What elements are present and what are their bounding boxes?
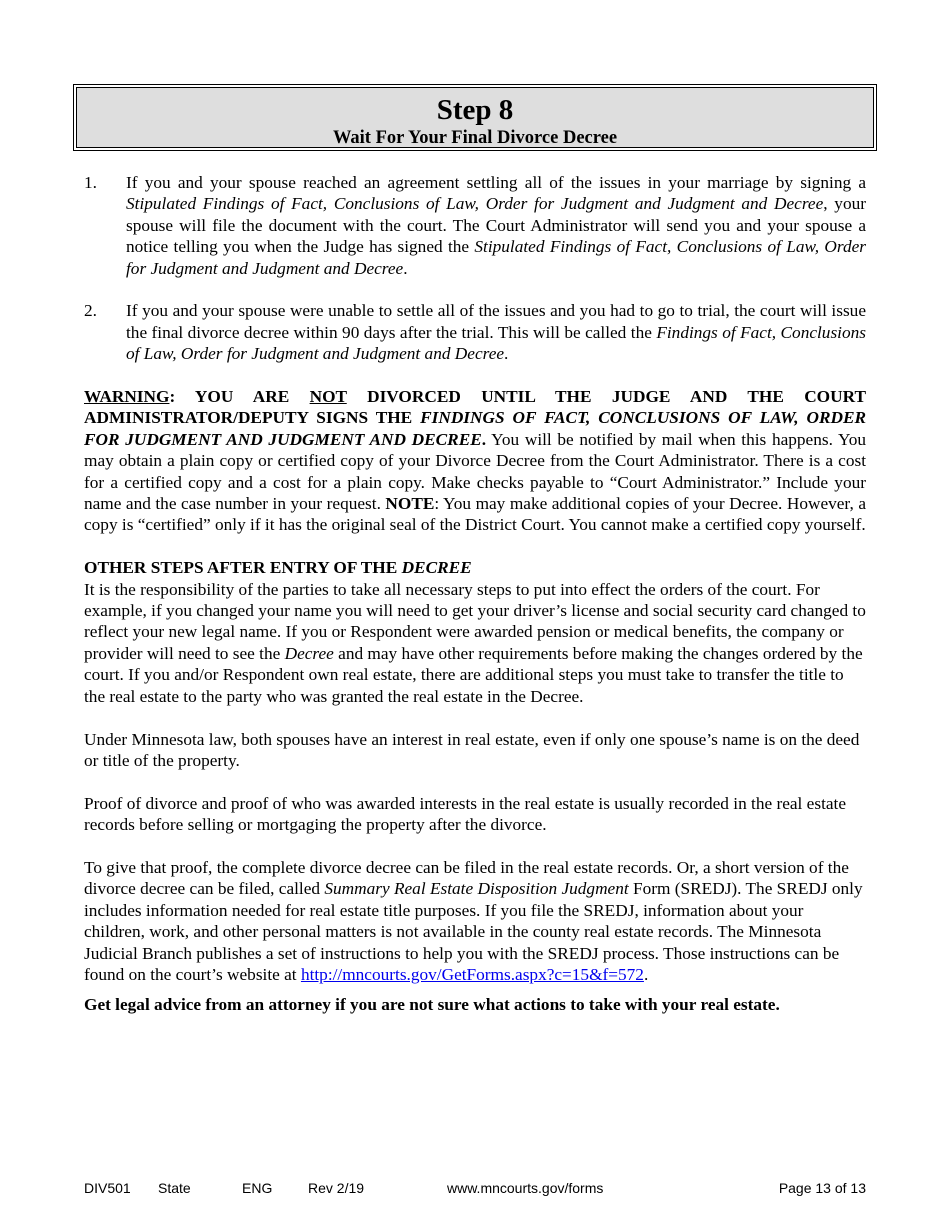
step-header bbox=[73, 84, 877, 151]
form-name-italic: Summary Real Estate Disposition Judgment bbox=[324, 879, 629, 899]
legal-advice-text: Get legal advice from an attorney if you are not sure what actions to take with your real estate. bbox=[84, 995, 780, 1015]
paragraph-responsibility bbox=[84, 579, 866, 707]
warning-paragraph bbox=[84, 386, 866, 536]
legal-advice bbox=[84, 994, 866, 1015]
document-body bbox=[84, 172, 866, 1016]
document-title-italic: FINDINGS OF FACT, CONCLUSIONS OF LAW, ORDER FOR JUDGMENT AND JUDGMENT AND DECREE bbox=[84, 408, 867, 449]
text-run: : YOU ARE bbox=[169, 387, 310, 407]
sredj-forms-link[interactable]: http://mncourts.gov/GetForms.aspx?c=15&f=572 bbox=[300, 964, 644, 984]
footer-form-id: DIV501 bbox=[84, 1180, 131, 1196]
step-subtitle: Wait For Your Final Divorce Decree bbox=[332, 128, 618, 148]
footer-url: www.mncourts.gov/forms bbox=[447, 1180, 604, 1196]
footer-state: State bbox=[158, 1180, 191, 1196]
step-header-inner bbox=[76, 87, 874, 148]
text-run: OTHER STEPS AFTER ENTRY OF THE bbox=[84, 558, 402, 578]
warning-not: NOT bbox=[309, 387, 347, 407]
document-title-italic: Findings of Fact, Conclusions of Law, Order for Judgment and Judgment and Decree bbox=[126, 322, 866, 364]
footer-language: ENG bbox=[242, 1180, 273, 1196]
text-run: Form (SREDJ). The SREDJ only includes information needed for real estate title purposes. If you file the SREDJ, information about your children, work, and other personal matters is not available in the county real estate records. The Minnesota Judicial Branch publishes a set of instructions to help you with the SREDJ process. Those instructions can be found on the court’s website at bbox=[84, 879, 863, 984]
note-label: NOTE bbox=[385, 494, 435, 514]
text-run: To give that proof, the complete divorce decree can be filed in the real estate records. Or, a short version of the divorce decree can be filed, called bbox=[84, 857, 849, 899]
text-run: . bbox=[403, 258, 408, 278]
footer-page-number: Page 13 of 13 bbox=[778, 1180, 866, 1196]
paragraph-proof: Proof of divorce and proof of who was awarded interests in the real estate is usually recorded in the real estate records before selling or mortgaging the property after the divorce. bbox=[84, 793, 847, 835]
decree-italic: Decree bbox=[284, 643, 334, 663]
text-run: . bbox=[643, 964, 649, 984]
text-run: : You may make additional copies of your Decree. However, a copy is “certified” only if it has the original seal of the District Court. You cannot make a certified copy yourself. bbox=[84, 494, 866, 535]
step-title: Step 8 bbox=[436, 94, 514, 126]
document-title-italic: Stipulated Findings of Fact, Conclusions of Law, Order for Judgment and Judgment and Decree bbox=[126, 237, 866, 278]
list-text bbox=[126, 172, 866, 279]
document-title-italic: Stipulated Findings of Fact, Conclusions of Law, Order for Judgment and Judgment and Decree bbox=[126, 194, 824, 214]
warning-label: WARNING bbox=[84, 387, 170, 407]
list-number: 2. bbox=[84, 301, 97, 321]
text-run: , your spouse will file the document with the court. The Court Administrator will send you and your spouse a notice telling you when the Judge has signed the bbox=[126, 194, 866, 257]
text-run: DIVORCED UNTIL THE JUDGE AND THE COURT ADMINISTRATOR/DEPUTY SIGNS THE bbox=[84, 387, 867, 428]
text-run: . bbox=[504, 344, 509, 364]
section-heading bbox=[84, 557, 866, 578]
footer-revision: Rev 2/19 bbox=[308, 1180, 365, 1196]
list-number: 1. bbox=[84, 173, 97, 192]
list-item-2 bbox=[84, 300, 866, 364]
list-item-1 bbox=[84, 172, 866, 279]
text-run: You will be notified by mail when this happens. You may obtain a plain copy or certified copy of your Divorce Decree from the Court Administrator. There is a cost for a certified copy and a cost for a plain copy. Make checks payable to “Court Administrator.” Include your name and the case number in your request. bbox=[84, 429, 866, 514]
text-run: and may have other requirements before making the changes ordered by the court. If you and/or Respondent own real estate, there are additional steps you must take to transfer the title to the real estate to the party who was granted the real estate in the Decree. bbox=[84, 643, 863, 706]
text-run: . bbox=[481, 429, 487, 449]
list-text bbox=[126, 300, 866, 364]
text-run: It is the responsibility of the parties to take all necessary steps to put into effect the orders of the court. For example, if you changed your name you will need to get your driver’s license and social security card changed to reflect your new legal name. If you or Respondent were awarded pension or medical benefits, the company or provider will need to see the bbox=[84, 579, 866, 663]
heading-italic: DECREE bbox=[401, 558, 472, 578]
text-run: If you and your spouse were unable to settle all of the issues and you had to go to trial, the court will issue the final divorce decree within 90 days after the trial. This will be called the bbox=[126, 301, 866, 342]
paragraph-sredj bbox=[84, 857, 866, 985]
text-run: If you and your spouse reached an agreement settling all of the issues in your marriage by signing a bbox=[126, 173, 866, 192]
paragraph-minnesota-law: Under Minnesota law, both spouses have an interest in real estate, even if only one spouse’s name is on the deed or title of the property. bbox=[84, 729, 860, 770]
